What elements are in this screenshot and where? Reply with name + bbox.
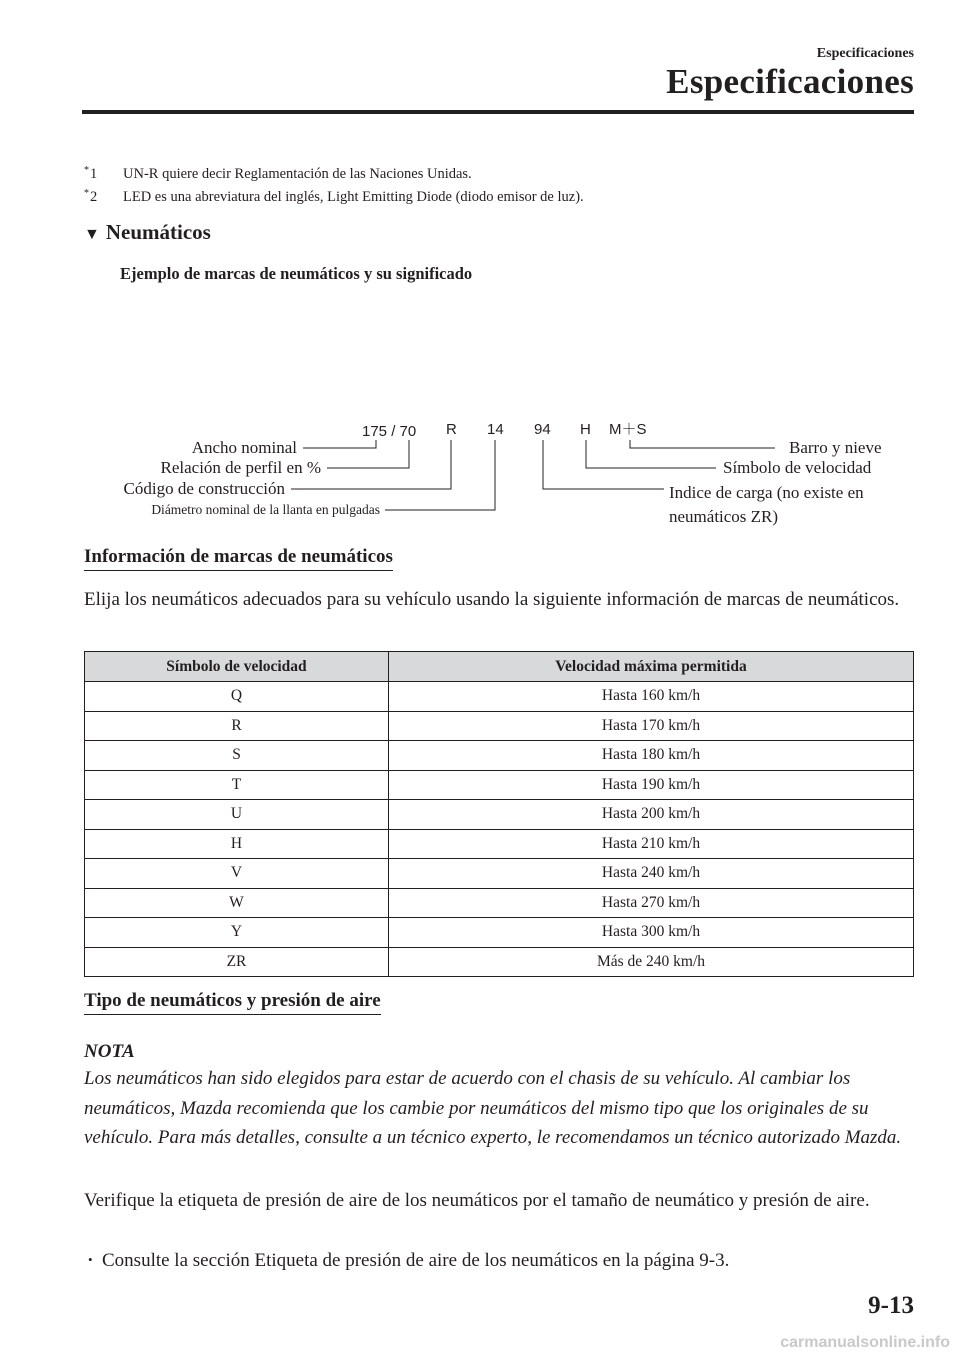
table-cell: Hasta 240 km/h	[389, 859, 914, 889]
info-paragraph: Elija los neumáticos adecuados para su vehículo usando la siguiente información de marcas de neumáticos.	[84, 589, 900, 610]
bullet-dot-icon: •	[88, 1252, 93, 1267]
footnote-text: UN-R quiere decir Reglamentación de las Naciones Unidas.	[123, 166, 472, 182]
code-construction: R	[446, 421, 457, 438]
table-row	[85, 829, 914, 859]
table-cell: U	[85, 800, 389, 830]
table-cell: Hasta 210 km/h	[389, 829, 914, 859]
table-header-cell: Símbolo de velocidad	[85, 652, 389, 682]
leader-aspect	[327, 440, 409, 468]
leader-load	[543, 440, 664, 489]
table-row	[85, 682, 914, 712]
table-cell: Más de 240 km/h	[389, 947, 914, 977]
table-row	[85, 859, 914, 889]
table-cell: ZR	[85, 947, 389, 977]
leader-rim	[385, 440, 495, 510]
table-cell: Hasta 270 km/h	[389, 888, 914, 918]
pressure-heading-text: Tipo de neumáticos y presión de aire	[84, 990, 381, 1015]
running-header-title: Especificaciones	[666, 62, 914, 101]
label-width: Ancho nominal	[191, 438, 297, 457]
diagram-title: Ejemplo de marcas de neumáticos y su significado	[120, 264, 473, 283]
watermark: carmanualsonline.info	[780, 1334, 950, 1351]
footnote-text: LED es una abreviatura del inglés, Light Emitting Diode (diodo emisor de luz).	[123, 189, 584, 205]
table-row	[85, 918, 914, 948]
label-construction: Código de construcción	[123, 479, 285, 498]
table-cell: S	[85, 741, 389, 771]
info-heading	[84, 546, 393, 568]
leader-speed	[586, 440, 716, 468]
page-number: 9-13	[868, 1292, 914, 1319]
footnote-number: 2	[90, 189, 98, 205]
code-width-ratio: 175 / 70	[362, 423, 417, 440]
table-cell: Hasta 190 km/h	[389, 770, 914, 800]
table-cell: Hasta 300 km/h	[389, 918, 914, 948]
table-cell: V	[85, 859, 389, 889]
code-speed: H	[580, 421, 591, 438]
table-header-row	[85, 652, 914, 682]
table-row	[85, 888, 914, 918]
note-title: NOTA	[84, 1041, 135, 1062]
label-aspect: Relación de perfil en %	[160, 458, 321, 477]
pressure-paragraph: Verifique la etiqueta de presión de aire de los neumáticos por el tamaño de neumático y presión de aire.	[84, 1190, 870, 1211]
footnote-number: 1	[90, 166, 98, 182]
table-cell: T	[85, 770, 389, 800]
note-body: Los neumáticos han sido elegidos para estar de acuerdo con el chasis de su vehículo. Al cambiar los neumáticos, Mazda recomienda que los cambie por neumáticos del mismo tipo que los originales de su vehículo. Para más detalles, consulte a un técnico experto, le recomendamos un técnico autorizado Mazda.	[84, 1068, 902, 1148]
table-cell: Hasta 180 km/h	[389, 741, 914, 771]
leader-mud-snow	[630, 440, 775, 448]
table-cell: Hasta 170 km/h	[389, 711, 914, 741]
down-triangle-icon: ▼	[84, 226, 100, 243]
reference-bullet	[88, 1250, 729, 1272]
label-speed: Símbolo de velocidad	[723, 458, 872, 477]
label-load-line1: Indice de carga (no existe en	[669, 483, 864, 502]
table-header-cell: Velocidad máxima permitida	[389, 652, 914, 682]
table-cell: H	[85, 829, 389, 859]
footnote-mark: *	[84, 165, 89, 176]
table-cell: W	[85, 888, 389, 918]
pressure-heading	[84, 990, 381, 1012]
speed-table	[84, 651, 914, 977]
table-cell: Q	[85, 682, 389, 712]
leader-width	[303, 440, 376, 448]
label-load-line2: neumáticos ZR)	[669, 507, 779, 526]
table-row	[85, 711, 914, 741]
table-cell: Hasta 200 km/h	[389, 800, 914, 830]
table-cell: R	[85, 711, 389, 741]
table-row	[85, 741, 914, 771]
table-cell: Y	[85, 918, 389, 948]
running-header-small: Especificaciones	[816, 46, 914, 61]
footnote-mark: *	[84, 188, 89, 199]
code-rim: 14	[487, 421, 504, 438]
table-row	[85, 947, 914, 977]
info-heading-text: Información de marcas de neumáticos	[84, 546, 393, 571]
table-row	[85, 770, 914, 800]
label-rim: Diámetro nominal de la llanta en pulgadas	[151, 502, 380, 517]
code-mud-snow: M＋S	[609, 421, 647, 438]
table-cell: Hasta 160 km/h	[389, 682, 914, 712]
section-title: Neumáticos	[105, 220, 211, 244]
bullet-text: Consulte la sección Etiqueta de presión de aire de los neumáticos en la página 9-3.	[102, 1250, 730, 1271]
table-row	[85, 800, 914, 830]
code-load: 94	[534, 421, 551, 438]
label-mud-snow: Barro y nieve	[789, 438, 882, 457]
